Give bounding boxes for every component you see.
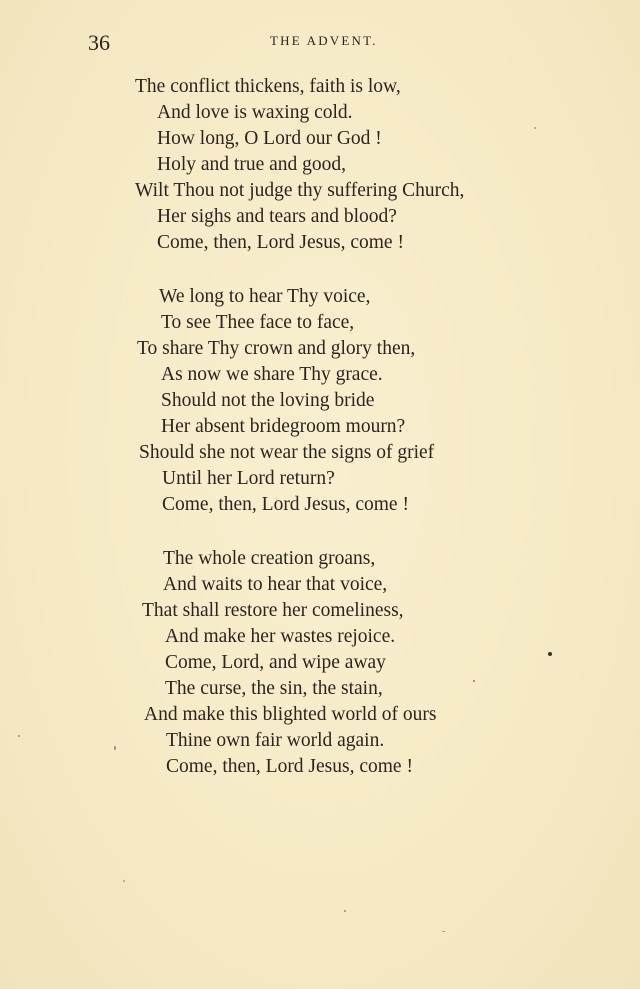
poem-line: Her sighs and tears and blood?: [157, 206, 397, 227]
poem-line: How long, O Lord our God !: [157, 128, 382, 149]
poem-line: And make this blighted world of ours: [144, 704, 437, 725]
paper-speck: [442, 931, 445, 932]
poem-line: Come, then, Lord Jesus, come !: [166, 756, 413, 777]
poem-line: The conflict thickens, faith is low,: [135, 76, 401, 97]
paper-speck: [344, 910, 346, 912]
paper-speck: [548, 652, 552, 656]
poem-line: We long to hear Thy voice,: [159, 286, 371, 307]
poem-line: And love is waxing cold.: [157, 102, 353, 123]
poem-line: Come, then, Lord Jesus, come !: [157, 232, 404, 253]
paper-speck: [123, 880, 125, 882]
poem-line: Wilt Thou not judge thy suffering Church,: [135, 180, 465, 201]
poem-line: Come, Lord, and wipe away: [165, 652, 386, 673]
running-title: THE ADVENT.: [270, 33, 378, 48]
poem-line: The whole creation groans,: [163, 548, 376, 569]
poem-line: And make her wastes rejoice.: [165, 626, 396, 647]
poem-line: Her absent bridegroom mourn?: [161, 416, 406, 437]
poem-line: That shall restore her comeliness,: [142, 600, 404, 621]
poem-line: Thine own fair world again.: [166, 730, 385, 751]
poem-line: And waits to hear that voice,: [163, 574, 388, 595]
poem-line: The curse, the sin, the stain,: [165, 678, 383, 699]
poem-line: Should not the loving bride: [161, 390, 375, 411]
poem-line: To share Thy crown and glory then,: [137, 338, 416, 359]
poem-line: Should she not wear the signs of grief: [139, 442, 435, 463]
poem-line: Come, then, Lord Jesus, come !: [162, 494, 409, 515]
poem-line: As now we share Thy grace.: [161, 364, 383, 385]
poem-line: To see Thee face to face,: [161, 312, 355, 333]
paper-speck: [18, 735, 20, 737]
paper-speck: [534, 127, 536, 129]
paper-speck: [114, 746, 116, 750]
page-number: 36: [88, 30, 110, 55]
poem-line: Until her Lord return?: [162, 468, 335, 489]
paper-speck: [473, 680, 475, 682]
poem-line: Holy and true and good,: [157, 154, 347, 175]
